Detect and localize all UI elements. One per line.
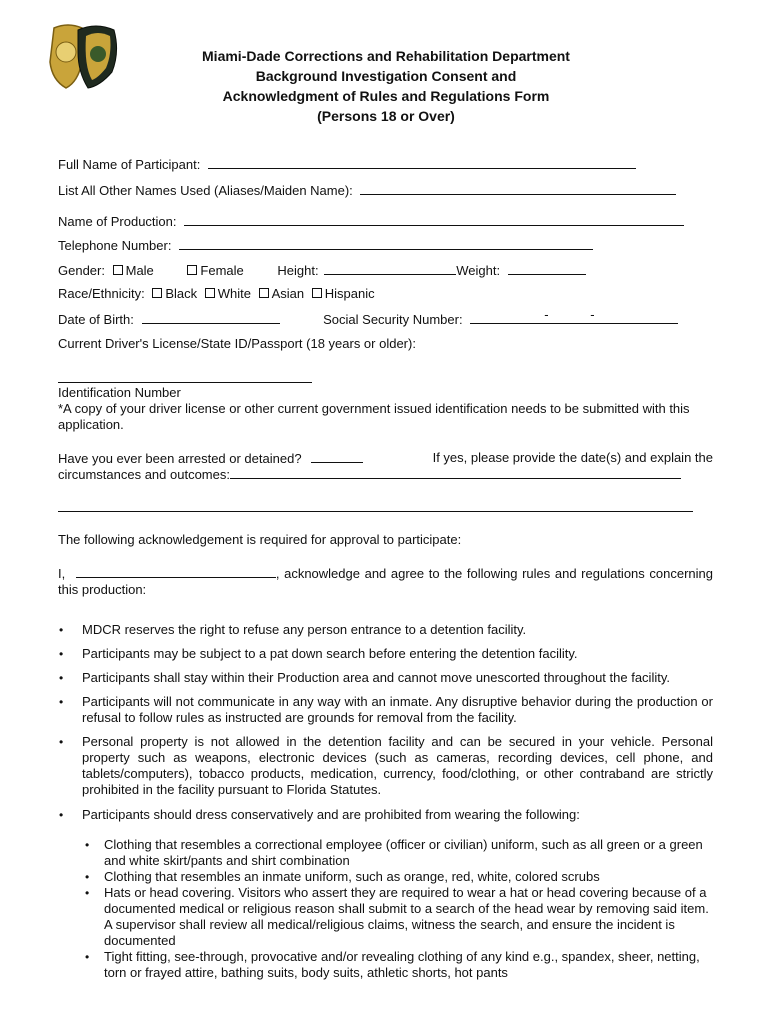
other-names-label: List All Other Names Used (Aliases/Maiden Name):: [58, 183, 353, 198]
circumstances-extra-field[interactable]: [58, 499, 693, 512]
production-row: [58, 213, 684, 230]
ssn-dash-2: -: [590, 307, 595, 322]
rule-item: • MDCR reserves the right to refuse any person entrance to a detention facility.: [58, 622, 713, 638]
dress-rules-container: [58, 837, 713, 981]
title-line-3: Acknowledgment of Rules and Regulations Form: [222, 88, 550, 104]
rule-item: • Participants shall stay within their Production area and cannot move unescorted throughout the facility.: [58, 670, 713, 686]
arrested-field[interactable]: [311, 450, 363, 463]
weight-field[interactable]: [508, 262, 586, 275]
id-number-field[interactable]: [58, 370, 312, 383]
full-name-field[interactable]: [208, 156, 636, 169]
dress-rule-item: • Hats or head covering. Visitors who assert they are required to wear a hat or head covering because of a documented medical or religious reason shall submit to a search of the head wear by removing said item. A supervisor shall review all medical/religious claims, witness the search, and ensure the incident is documented: [58, 885, 713, 949]
gender-row: [58, 262, 586, 279]
race-row: [58, 286, 375, 302]
acknowledgement-statement: [58, 565, 713, 598]
form-title: [150, 46, 622, 126]
race-asian-checkbox[interactable]: [259, 288, 269, 298]
race-label: Race/Ethnicity:: [58, 286, 145, 301]
circumstances-field[interactable]: [230, 466, 681, 479]
circumstances-label: circumstances and outcomes:: [58, 467, 230, 482]
race-black-checkbox[interactable]: [152, 288, 162, 298]
race-black-label: Black: [165, 286, 198, 301]
arrested-row: [58, 450, 713, 467]
license-label: Current Driver's License/State ID/Passport (18 years or older):: [58, 336, 416, 351]
title-line-4: (Persons 18 or Over): [317, 108, 455, 124]
race-white-label: White: [217, 286, 251, 301]
id-note: *A copy of your driver license or other current government issued identification needs to be submitted with this application.: [58, 401, 690, 432]
telephone-row: [58, 237, 593, 254]
weight-label: Weight:: [456, 263, 501, 278]
acknowledgement-intro: The following acknowledgement is required for approval to participate:: [58, 532, 462, 547]
ssn-field[interactable]: [470, 307, 678, 324]
acknowledgement-i-prefix: I,: [58, 566, 66, 581]
acknowledgement-agree-text: , acknowledge and agree to the following rules and regulations concerning this production:: [58, 566, 713, 597]
telephone-label: Telephone Number:: [58, 238, 172, 253]
circumstances-row: [58, 466, 681, 483]
arrested-label: Have you ever been arrested or detained?: [58, 451, 302, 466]
rule-item: • Participants should dress conservatively and are prohibited from wearing the following:: [58, 807, 713, 823]
gender-label: Gender:: [58, 263, 105, 278]
other-names-field[interactable]: [360, 182, 676, 195]
id-number-label: Identification Number: [58, 385, 181, 400]
ssn-label: Social Security Number:: [323, 312, 463, 327]
full-name-label: Full Name of Participant:: [58, 157, 201, 172]
rule-item: • Participants may be subject to a pat down search before entering the detention facility.: [58, 646, 713, 662]
dob-ssn-row: [58, 307, 678, 328]
dress-rule-item: • Tight fitting, see-through, provocative and/or revealing clothing of any kind e.g., spandex, sheer, netting, torn or frayed attire, bathing suits, body suits, athletic shorts, hot pants: [58, 949, 713, 981]
circumstances-extra-row: [58, 499, 693, 516]
other-names-row: [58, 182, 676, 199]
race-asian-label: Asian: [271, 286, 305, 301]
title-line-1: Miami-Dade Corrections and Rehabilitation Department: [202, 48, 570, 64]
dress-rules-list: [58, 837, 713, 981]
height-field[interactable]: [324, 262, 456, 275]
dob-label: Date of Birth:: [58, 312, 134, 327]
height-label: Height:: [277, 263, 319, 278]
gender-male-label: Male: [125, 263, 154, 278]
gender-female-checkbox[interactable]: [187, 265, 197, 275]
rule-item: • Personal property is not allowed in the detention facility and can be secured in your vehicle. Personal property such as weapons, electronic devices (such as cameras, recording devices, cell phone, and tablets/computers), tobacco products, medication, currency, food/clothing, or other contraband are strictly prohibited in the facility pursuant to Florida Statutes.: [58, 734, 713, 798]
title-line-2: Background Investigation Consent and: [255, 68, 517, 84]
race-white-checkbox[interactable]: [205, 288, 215, 298]
miami-dade-corrections-badge-icon: [48, 22, 124, 92]
race-hispanic-checkbox[interactable]: [312, 288, 322, 298]
production-field[interactable]: [184, 213, 684, 226]
dress-rule-item: • Clothing that resembles an inmate uniform, such as orange, red, white, colored scrubs: [58, 869, 713, 885]
dress-rule-item: • Clothing that resembles a correctional employee (officer or civilian) uniform, such as all green or a green and white skirt/pants and shirt combination: [58, 837, 713, 869]
gender-male-checkbox[interactable]: [113, 265, 123, 275]
participant-name-field[interactable]: [76, 565, 276, 578]
telephone-field[interactable]: [179, 237, 593, 250]
rule-item: • Participants will not communicate in any way with an inmate. Any disruptive behavior during the production or refusal to follow rules as instructed are grounds for removal from the facility.: [58, 694, 713, 726]
gender-female-label: Female: [200, 263, 244, 278]
race-hispanic-label: Hispanic: [324, 286, 375, 301]
rules-list: [58, 622, 713, 981]
production-label: Name of Production:: [58, 214, 177, 229]
full-name-row: [58, 156, 636, 173]
dob-field[interactable]: [142, 311, 280, 324]
arrested-followup-label: If yes, please provide the date(s) and explain the: [432, 450, 713, 465]
ssn-dash-1: -: [544, 307, 549, 322]
